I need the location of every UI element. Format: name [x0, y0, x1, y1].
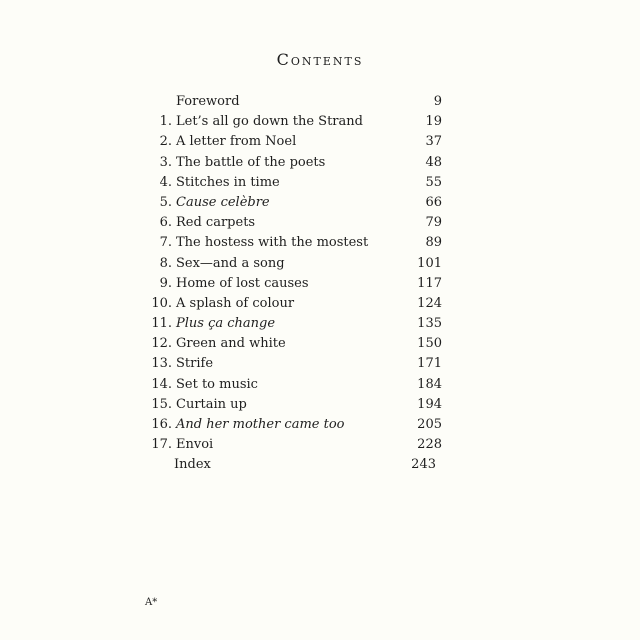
chapter-number: 14. — [151, 376, 172, 392]
chapter-title: The battle of the poets — [176, 154, 326, 170]
toc-entry — [150, 395, 442, 415]
toc-entry — [150, 415, 442, 435]
page-number: 243 — [411, 457, 436, 473]
page-number: 171 — [417, 356, 442, 372]
toc-entry — [150, 193, 442, 213]
page-number: 55 — [425, 174, 442, 190]
chapter-title: Curtain up — [176, 396, 247, 412]
chapter-title: Green and white — [176, 336, 286, 352]
chapter-number: 8. — [159, 255, 172, 271]
chapter-number: 9. — [159, 275, 172, 291]
toc-entry — [150, 354, 442, 374]
chapter-number: 13. — [151, 356, 172, 372]
toc-entry — [150, 314, 442, 334]
toc-entry — [150, 455, 442, 475]
chapter-number: 5. — [159, 194, 172, 210]
page-number: 194 — [417, 396, 442, 412]
page-number: 37 — [425, 134, 442, 150]
chapter-title: The hostess with the mostest — [176, 235, 369, 251]
chapter-number: 12. — [151, 336, 172, 352]
toc-entry — [150, 435, 442, 455]
chapter-number: 2. — [159, 134, 172, 150]
chapter-title: Set to music — [176, 376, 258, 392]
signature-mark: A* — [145, 597, 158, 608]
chapter-title: Foreword — [176, 94, 240, 109]
chapter-number: 6. — [159, 215, 172, 231]
page-number: 19 — [425, 114, 442, 130]
page-number: 101 — [417, 255, 442, 271]
chapter-title: Sex—and a song — [176, 255, 285, 271]
page-number: 228 — [417, 437, 442, 453]
chapter-title: Plus ça change — [176, 316, 276, 332]
toc-entry — [150, 112, 442, 132]
chapter-number: 7. — [159, 235, 172, 251]
toc-entry — [150, 153, 442, 173]
toc-entry — [150, 132, 442, 152]
toc-entry — [150, 213, 442, 233]
chapter-number: 4. — [159, 174, 172, 190]
page-number: 135 — [417, 316, 442, 332]
toc-entry — [150, 294, 442, 314]
toc-entry — [150, 173, 442, 193]
page-number: 79 — [425, 215, 442, 231]
page-number: 205 — [417, 417, 442, 432]
page-title: Contents — [276, 50, 364, 69]
chapter-title: Stitches in time — [176, 174, 280, 190]
chapter-number: 17. — [151, 437, 172, 453]
chapter-title: Index — [174, 457, 211, 473]
toc-entry — [150, 334, 442, 354]
toc-entry — [150, 274, 442, 294]
chapter-title: Cause celèbre — [176, 194, 270, 210]
chapter-title: Envoi — [176, 437, 214, 453]
chapter-title: And her mother came too — [176, 417, 345, 432]
chapter-number: 3. — [159, 154, 172, 170]
chapter-title: Strife — [176, 356, 214, 372]
page-number: 117 — [417, 275, 442, 291]
toc-entry — [150, 233, 442, 253]
page-number: 48 — [425, 154, 442, 170]
chapter-title: A splash of colour — [176, 295, 295, 311]
chapter-title: A letter from Noel — [176, 134, 297, 150]
chapter-title: Home of lost causes — [176, 275, 309, 291]
chapter-number: 15. — [151, 396, 172, 412]
chapter-number: 11. — [151, 316, 172, 332]
chapter-number: 1. — [159, 114, 172, 130]
page-number: 89 — [425, 235, 442, 251]
page-number: 150 — [417, 336, 442, 352]
chapter-number: 10. — [151, 295, 172, 311]
chapter-number: 16. — [151, 417, 172, 432]
chapter-title: Red carpets — [176, 215, 256, 231]
table-of-contents — [150, 92, 442, 476]
page-number: 9 — [433, 94, 442, 109]
toc-entry — [150, 254, 442, 274]
page-number: 66 — [425, 194, 442, 210]
page-number: 124 — [417, 295, 442, 311]
toc-entry — [150, 92, 442, 112]
page-number: 184 — [417, 376, 442, 392]
toc-entry — [150, 375, 442, 395]
chapter-title: Let’s all go down the Strand — [176, 114, 363, 130]
